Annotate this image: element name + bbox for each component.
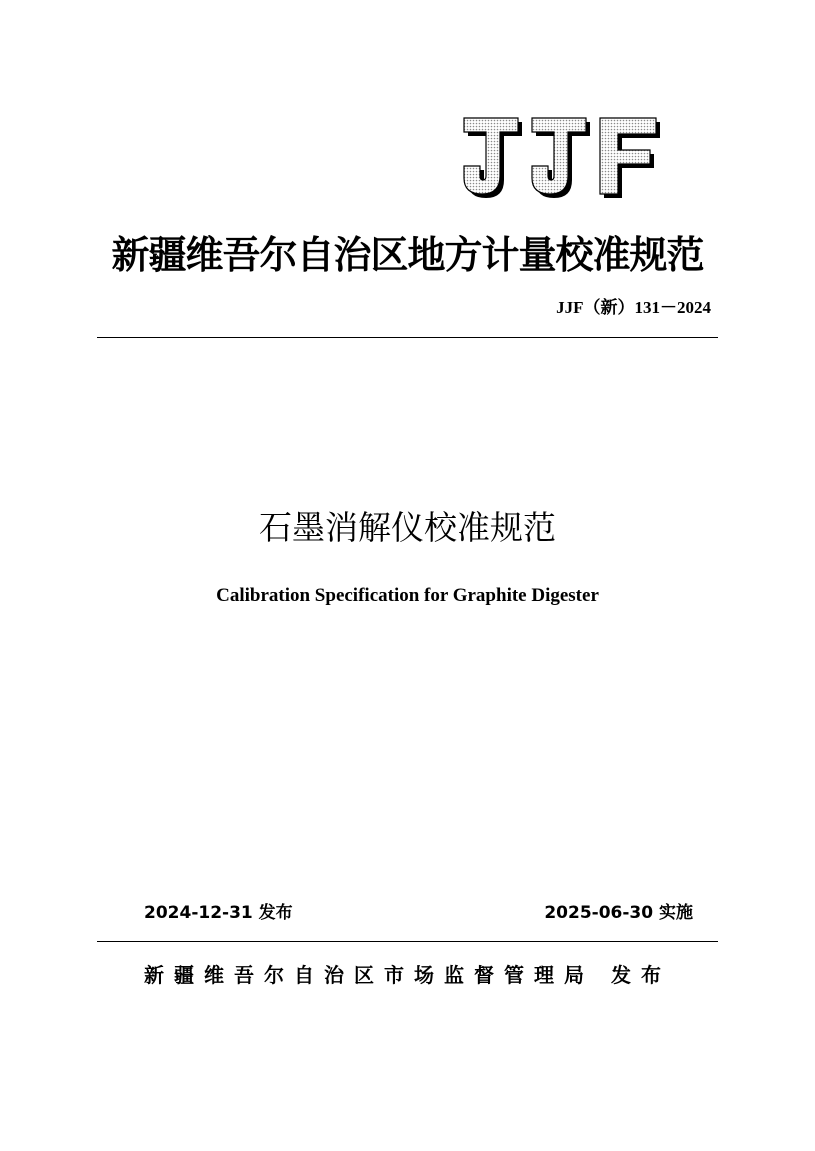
standard-code: JJF（新）131－2024: [556, 298, 711, 317]
jjf-logo: [460, 116, 660, 200]
publisher: 新疆维吾尔自治区市场监督管理局 发布: [144, 963, 671, 987]
organization-title: 新疆维吾尔自治区地方计量校准规范: [111, 233, 704, 277]
header-divider: [97, 337, 718, 338]
implementation-date: 2025-06-30 实施: [544, 903, 693, 923]
issue-date: 2024-12-31 发布: [144, 903, 293, 923]
document-title-zh: 石墨消解仪校准规范: [259, 508, 556, 547]
footer-divider: [97, 941, 718, 942]
document-title-en: Calibration Specification for Graphite Digester: [216, 585, 599, 606]
